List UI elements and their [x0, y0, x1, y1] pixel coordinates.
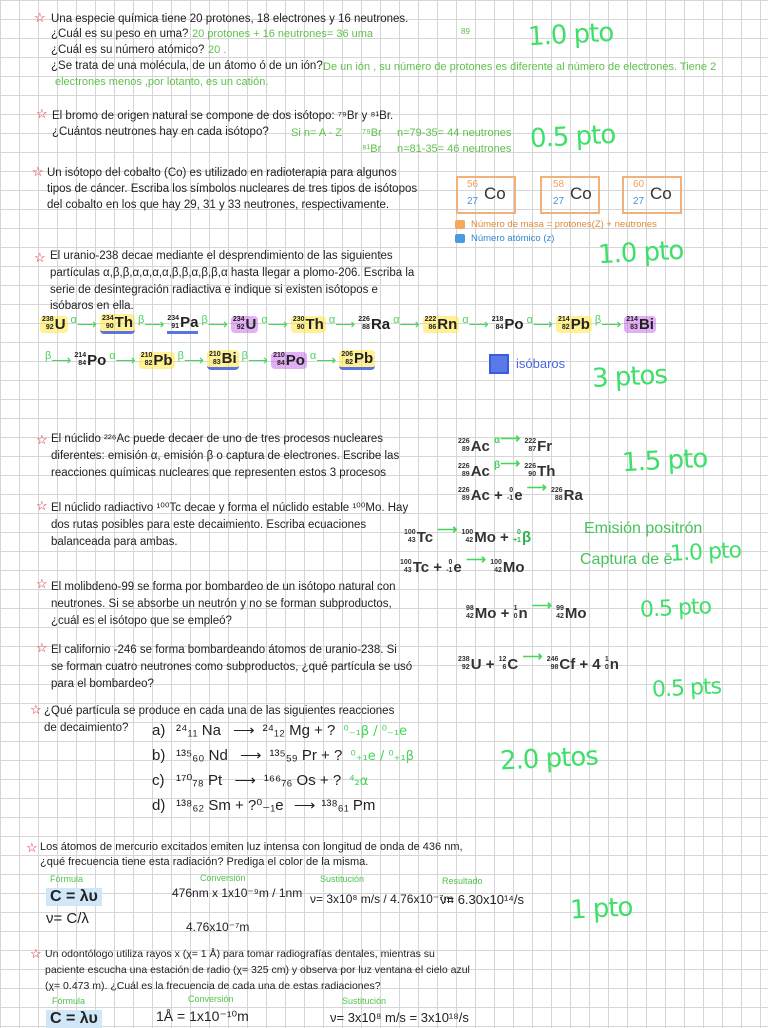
q6-text3: balanceada para ambas. [51, 536, 178, 548]
q10-conv2: 4.76x10⁻⁷m [186, 920, 250, 934]
star-icon: ☆ [36, 432, 48, 447]
q9-row-b: b) ¹³⁵₆₀ Nd ⟶ ¹³⁵₅₉ Pr + ? ⁰₊₁e / ⁰₊₁β [152, 747, 415, 764]
nuclide: 210 82 Pb [140, 351, 173, 369]
q11-h-conv: Conversión [188, 994, 234, 1004]
q5-score: 1.5 pto [621, 443, 708, 479]
q11-h-formula: Fórmula [52, 996, 86, 1006]
q7-score: 0.5 pto [639, 594, 712, 623]
q6-eq-capture: 100 43 Tc + 0 -1 e ⟶ 100 42 Mo [400, 551, 525, 576]
q8-eq: 238 92 U + 12 6 C ⟶ 246 98 Cf + 4 1 0 n [458, 648, 619, 673]
nuclide: 234 92 U [232, 315, 257, 333]
q10-score: 1 pto [569, 892, 634, 926]
decay-arrow: $^\beta$⟶ [594, 313, 622, 332]
decay-arrow: $^\alpha$⟶ [70, 313, 97, 332]
q10-h-res: Resultado [442, 876, 483, 886]
q3-legend2: Número atómico (z) [471, 233, 555, 244]
q8-text2: se forman cuatro neutrones como subproductos, ¿qué partícula se usó [51, 661, 413, 673]
decay-arrow: $^\alpha$⟶ [261, 313, 288, 332]
decay-arrow: $^\alpha$⟶ [309, 349, 337, 368]
q11-formula: C = λυ [46, 1010, 102, 1028]
q8-text1: El californio -246 se forma bombardeando átomos de uranio-238. Si [51, 644, 397, 656]
q9-score: 2.0 ptos [499, 741, 599, 777]
decay-arrow: $^\beta$⟶ [241, 349, 269, 368]
q5-reaction-capture: 226 89 Ac + 0 -1 e ⟶ 226 88 Ra [458, 479, 583, 504]
decay-arrow: $^\alpha$⟶ [462, 313, 489, 332]
q9-text1: ¿Qué partícula se produce en cada una de las siguientes reacciones [44, 705, 395, 717]
q1-sub3: ¿Se trata de una molécula, de un átomo ó de un ión? [51, 60, 323, 72]
q10-text2: ¿qué frecuencia tiene esta radiación? Prediga el color de la misma. [40, 856, 369, 868]
q5-reaction-beta: 226 89 Ac β⟶ 226 90 Th [458, 455, 556, 480]
decay-arrow: $^\beta$⟶ [177, 349, 204, 368]
q2-br2-calc: n=81-35= 46 neutrones [397, 143, 512, 155]
star-icon: ☆ [30, 946, 42, 961]
q3-text2: tipos de cáncer. Escriba los símbolos nucleares de tres tipos de isótopos [47, 183, 418, 195]
q11-conv: 1Å = 1x10⁻¹⁰m [156, 1008, 249, 1024]
q2-text1: El bromo de origen natural se compone de dos isótopo: ⁷⁹Br y ⁸¹Br. [52, 110, 394, 122]
star-icon: ☆ [36, 640, 48, 655]
q1-score: 1.0 pto [527, 17, 614, 53]
star-icon: ☆ [36, 498, 48, 513]
q6-score: 1.0 pto [669, 538, 742, 567]
legend-swatch-orange [455, 220, 465, 229]
q3-text1: Un isótopo del cobalto (Co) es utilizado en radioterapia para algunos [47, 167, 397, 179]
star-icon: ☆ [34, 250, 46, 265]
q3-text3: del cobalto en los que hay 29, 31 y 33 neutrones, respectivamente. [47, 199, 390, 211]
q10-formula: C = λυ [46, 888, 102, 906]
q6-eq1-label: Emisión positrón [584, 520, 703, 537]
nuclide: 210 83 Bi [207, 350, 239, 370]
nuclide: 210 84 Po [273, 351, 305, 369]
decay-arrow: $^\beta$⟶ [137, 313, 165, 332]
nuclide: 226 88 Ra [358, 315, 391, 333]
nuclide: 238 92 U [42, 315, 66, 333]
q3-score: 1.0 pto [597, 235, 684, 271]
q10-text1: Los átomos de mercurio excitados emiten luz intensa con longitud de onda de 436 nm, [40, 841, 463, 853]
isotope-box: 58 27 Co [540, 176, 600, 214]
q1-ans1: 20 protones + 16 neutrones= 36 uma [192, 28, 374, 40]
q5-text2: diferentes: emisión α, emisión β o captura de electrones. Escribe las [51, 450, 400, 462]
q9-row-a: a) ²⁴₁₁ Na ⟶ ²⁴₁₂ Mg + ? ⁰₋₁β / ⁰₋₁e [152, 722, 408, 739]
decay-arrow: $^\alpha$⟶ [328, 313, 356, 332]
q4-text3: serie de desintegración radiactiva e indique si existen isótopos e [50, 284, 378, 296]
q5-reaction-alpha: 226 89 Ac α⟶ 222 87 Fr [458, 430, 553, 455]
q6-eq2-label: Captura de ē [580, 551, 673, 568]
q2-formula: Si n= A - Z [291, 127, 343, 139]
q2-text2: ¿Cuántos neutrones hay en cada isótopo? [52, 126, 269, 138]
q1-sub1: ¿Cuál es su peso en uma? [51, 28, 189, 40]
nuclide: 206 82 Pb [339, 350, 375, 370]
star-icon: ☆ [36, 106, 48, 121]
q3-legend1: Número de masa = protones(Z) + neutrones [471, 219, 657, 230]
q10-h-formula: Fórmula [50, 874, 84, 884]
q6-text1: El núclido radiactivo ¹⁰⁰Tc decae y forma el núclido estable ¹⁰⁰Mo. Hay [51, 502, 409, 514]
q9-row-d: d) ¹³⁸₆₂ Sm + ?⁰₋₁e ⟶ ¹³⁸₆₁ Pm [152, 797, 376, 814]
q6-eq-positron: 100 43 Tc ⟶ 100 42 Mo + 0 +1 β [404, 521, 532, 546]
nuclide: 234 91 Pa [167, 314, 198, 334]
q11-sust: ν= 3x10⁸ m/s = 3x10¹⁸/s [330, 1010, 469, 1025]
q8-text3: para el bombardeo? [51, 678, 154, 690]
q7-text2: neutrones. Si se absorbe un neutrón y no se forman subproductos, [51, 598, 392, 610]
decay-arrow: $^\beta$⟶ [45, 349, 72, 368]
q10-res: ν= 6.30x10¹⁴/s [440, 892, 524, 907]
nuclide: 222 86 Rn [424, 315, 458, 333]
star-icon: ☆ [30, 702, 42, 717]
q5-text1: El núclido ²²⁶Ac puede decaer de uno de tres procesos nucleares [51, 433, 384, 445]
q10-h-sust: Sustitución [320, 874, 365, 884]
q4-text2: partículas α,β,β,α,α,α,α,β,β,α,β,β,α hasta llegar a plomo-206. Escriba la [50, 267, 415, 279]
q6-text2: dos rutas posibles para este decaimiento. Escriba ecuaciones [51, 519, 367, 531]
q1-text: Una especie química tiene 20 protones, 18 electrones y 16 neutrones. [51, 13, 409, 25]
isotope-box: 56 27 Co [456, 176, 516, 214]
q11-text3: (χ= 0.473 m). ¿Cuál es la frecuencia de cada una de estas radiaciones? [45, 980, 381, 992]
nuclide: 230 90 Th [292, 315, 324, 333]
q7-text3: ¿cuál es el isótopo que se empleó? [51, 615, 232, 627]
q9-text2: de decaimiento? [44, 722, 129, 734]
legend-swatch-blue [455, 234, 465, 243]
q1-sub2: ¿Cuál es su número atómico? [51, 44, 205, 56]
isobaros-swatch [489, 354, 509, 374]
q2-score: 0.5 pto [529, 119, 616, 155]
decay-arrow: $^\alpha$⟶ [393, 313, 420, 332]
nuclide: 218 84 Po [491, 315, 524, 333]
q2-br2: ⁸¹Br [362, 143, 382, 155]
q8-score: 0.5 pts [651, 674, 722, 703]
decay-arrow: $^\alpha$⟶ [109, 349, 136, 368]
q9-row-c: c) ¹⁷⁰₇₈ Pt ⟶ ¹⁶⁶₇₆ Os + ? ⁴₂α [152, 772, 369, 789]
q4-text1: El uranio-238 decae mediante el desprendimiento de las siguientes [50, 250, 393, 262]
q10-sust: ν= 3x10⁸ m/s / 4.76x10⁻⁷m [310, 892, 454, 906]
star-icon: ☆ [36, 576, 48, 591]
decay-arrow: $^\alpha$⟶ [526, 313, 553, 332]
star-icon: ☆ [32, 164, 44, 179]
q11-text1: Un odontólogo utiliza rayos x (χ= 1 Å) para tomar radiografías dentales, mientras su [45, 948, 435, 960]
q2-br1-calc: n=79-35= 44 neutrones [397, 127, 512, 139]
q7-text1: El molibdeno-99 se forma por bombardeo de un isótopo natural con [51, 581, 396, 593]
decay-chain-row-2 [42, 350, 375, 370]
q5-text3: reacciones químicas nucleares que representen estos 3 procesos [51, 467, 386, 479]
nuclide: 214 82 Pb [558, 315, 590, 333]
q1-ans2: 20 . [208, 44, 227, 56]
nuclide: 214 84 Po [74, 351, 107, 369]
decay-arrow: $^\beta$⟶ [201, 313, 228, 332]
q7-eq: 98 42 Mo + 1 0 n ⟶ 99 42 Mo [466, 597, 587, 622]
q10-formula2: ν= C/λ [46, 910, 89, 927]
q4-text4: isóbaros en ella. [50, 300, 134, 312]
q2-br1: ⁷⁹Br [362, 127, 382, 139]
q4-score: 3 ptos [591, 360, 668, 394]
q10-conv1: 476nm x 1x10⁻⁹m / 1nm [172, 886, 303, 900]
q1-mark: 89 [461, 27, 470, 36]
q11-h-sust: Sustitución [342, 996, 387, 1006]
decay-chain-row-1 [40, 314, 656, 334]
isotope-box: 60 27 Co [622, 176, 682, 214]
q10-h-conv: Conversión [200, 873, 246, 883]
q1-ans3b: electrones menos ,por lotanto, es un catión. [55, 76, 269, 88]
nuclide: 214 83 Bi [626, 315, 654, 333]
q1-ans3a: De un ión , su número de protones es diferente al número de electrones. Tiene 2 [323, 61, 717, 73]
star-icon: ☆ [26, 840, 38, 855]
nuclide: 234 90 Th [100, 314, 135, 334]
star-icon: ☆ [34, 10, 46, 25]
isobaros-label: isóbaros [516, 356, 566, 371]
q11-text2: paciente escucha una estación de radio (χ= 325 cm) y observa por luz ventana el cielo azul [45, 964, 470, 976]
